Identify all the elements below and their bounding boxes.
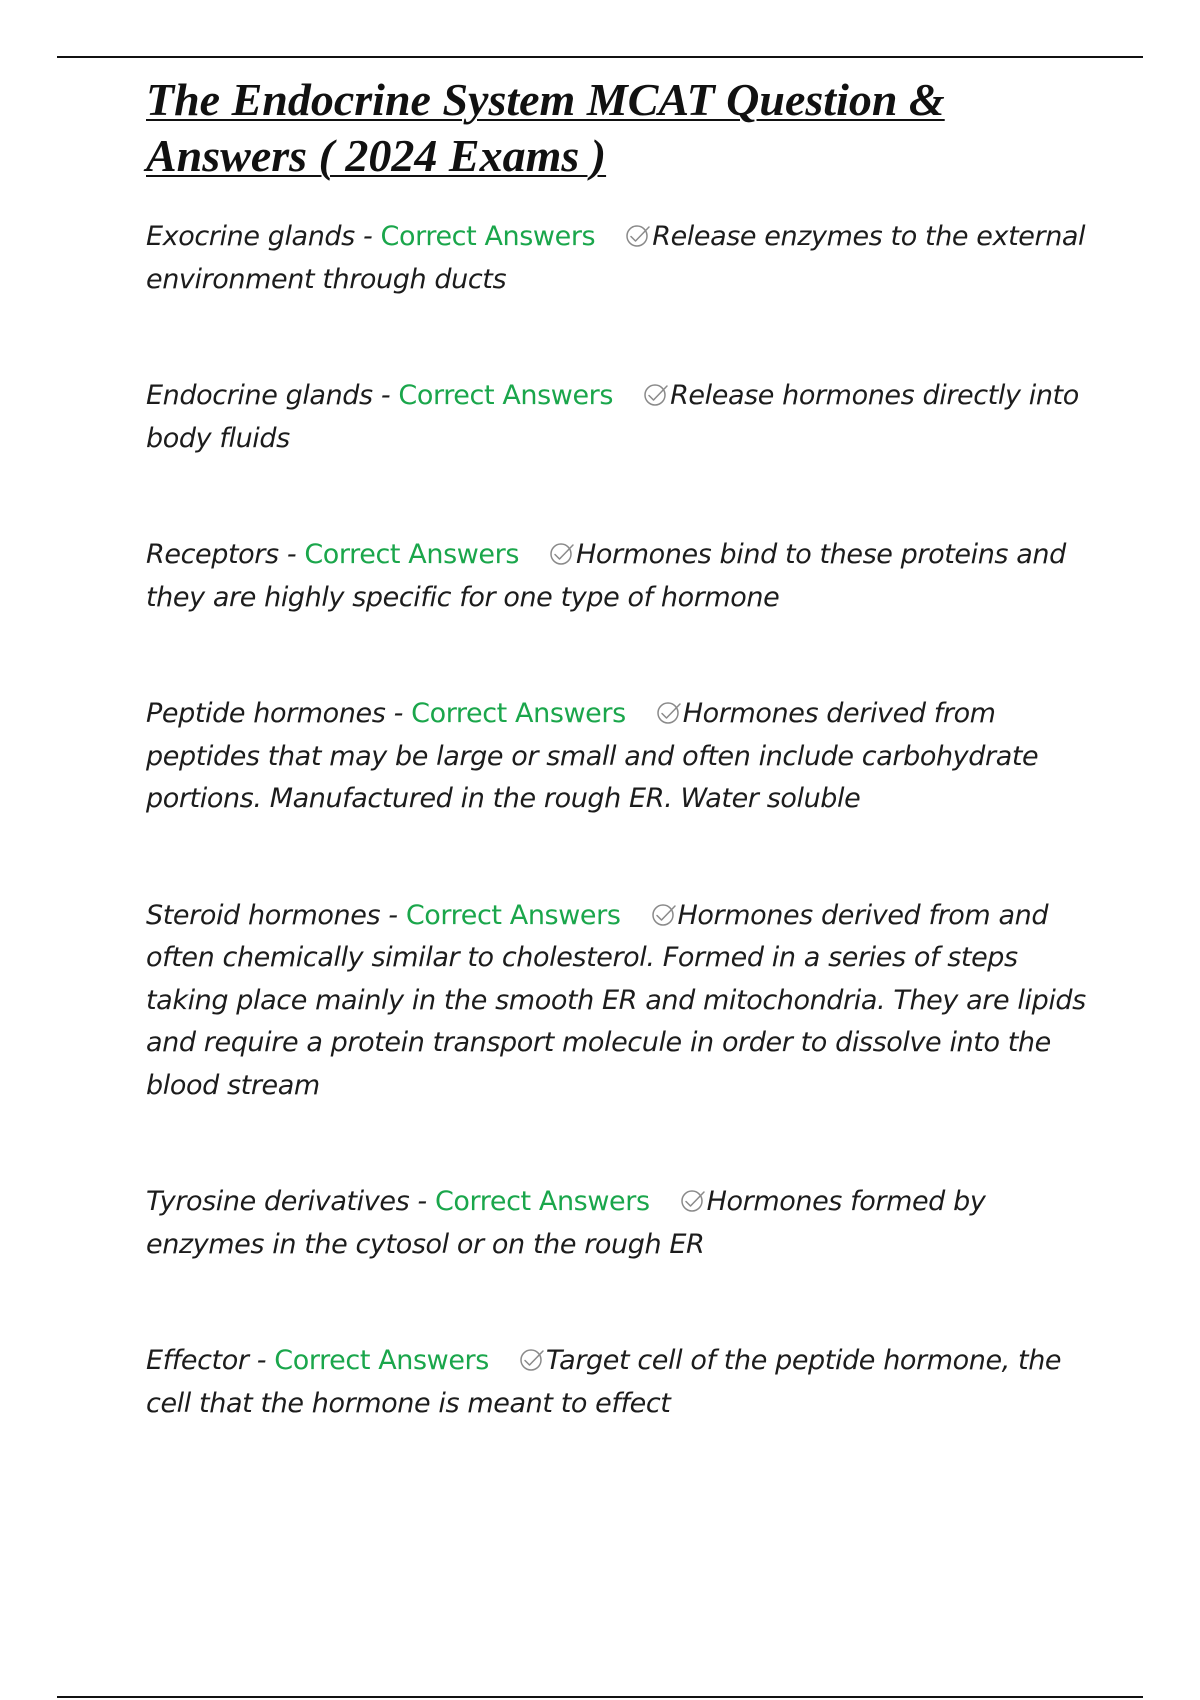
qa-answer: Hormones bind to these proteins and they are highly specific for one type of hormone <box>146 539 1066 613</box>
check-circle-icon <box>549 542 575 566</box>
correct-answers-label: Correct Answers <box>274 1345 489 1376</box>
correct-answers-label: Correct Answers <box>434 1186 650 1217</box>
qa-answer: Release hormones directly into body fluids <box>146 380 1079 454</box>
title-line-1: The Endocrine System MCAT Question & <box>146 74 945 125</box>
qa-answer: Hormones derived from and often chemically similar to cholesterol. Formed in a series of steps taking place mainly in the smooth ER and mitochondria. They are lipids and require a protein transport molecule in order to dissolve into the blood stream <box>146 899 1086 1101</box>
qa-separator: - <box>278 539 305 570</box>
qa-term: Peptide hormones <box>146 698 386 729</box>
check-circle-icon <box>625 224 651 248</box>
qa-separator: - <box>248 1345 275 1376</box>
qa-separator: - <box>380 899 406 931</box>
check-circle-icon <box>656 701 682 725</box>
qa-term: Tyrosine derivatives <box>146 1186 410 1217</box>
qa-term: Exocrine glands <box>146 221 355 252</box>
correct-answers-label: Correct Answers <box>380 221 596 252</box>
qa-item-peptide-hormones <box>146 693 1086 821</box>
qa-separator: - <box>354 221 381 252</box>
qa-item-endocrine-glands <box>146 375 1086 460</box>
page-title <box>146 72 1086 184</box>
qa-item-effector <box>146 1340 1086 1425</box>
document-body <box>146 72 1086 1425</box>
title-line-2: Answers ( 2024 Exams ) <box>146 130 607 181</box>
correct-answers-label: Correct Answers <box>304 539 520 570</box>
qa-answer: Release enzymes to the external environment through ducts <box>146 221 1086 295</box>
qa-term: Steroid hormones <box>146 899 381 931</box>
bottom-divider <box>57 1696 1143 1698</box>
correct-answers-label: Correct Answers <box>411 698 626 729</box>
qa-item-receptors <box>146 534 1086 619</box>
check-circle-icon <box>519 1348 545 1372</box>
top-divider <box>57 56 1143 58</box>
correct-answers-label: Correct Answers <box>405 899 621 931</box>
qa-term: Receptors <box>146 539 279 570</box>
qa-item-exocrine-glands <box>146 216 1086 301</box>
correct-answers-label: Correct Answers <box>398 380 614 411</box>
qa-answer: Hormones derived from peptides that may be large or small and often include carbohydrate portions. Manufactured in the rough ER. Water soluble <box>146 698 1039 814</box>
qa-item-tyrosine-derivatives <box>146 1181 1086 1266</box>
check-circle-icon <box>643 383 669 407</box>
check-circle-icon <box>651 903 677 927</box>
qa-answer: Hormones formed by enzymes in the cytosol or on the rough ER <box>146 1186 986 1260</box>
qa-separator: - <box>385 698 412 729</box>
qa-separator: - <box>372 380 399 411</box>
qa-separator: - <box>409 1186 435 1217</box>
qa-answer: Target cell of the peptide hormone, the cell that the hormone is meant to effect <box>146 1345 1062 1419</box>
qa-term: Endocrine glands <box>146 380 373 411</box>
qa-list <box>146 216 1086 1425</box>
qa-item-steroid-hormones <box>146 895 1086 1108</box>
check-circle-icon <box>680 1189 706 1213</box>
qa-term: Effector <box>146 1345 249 1376</box>
